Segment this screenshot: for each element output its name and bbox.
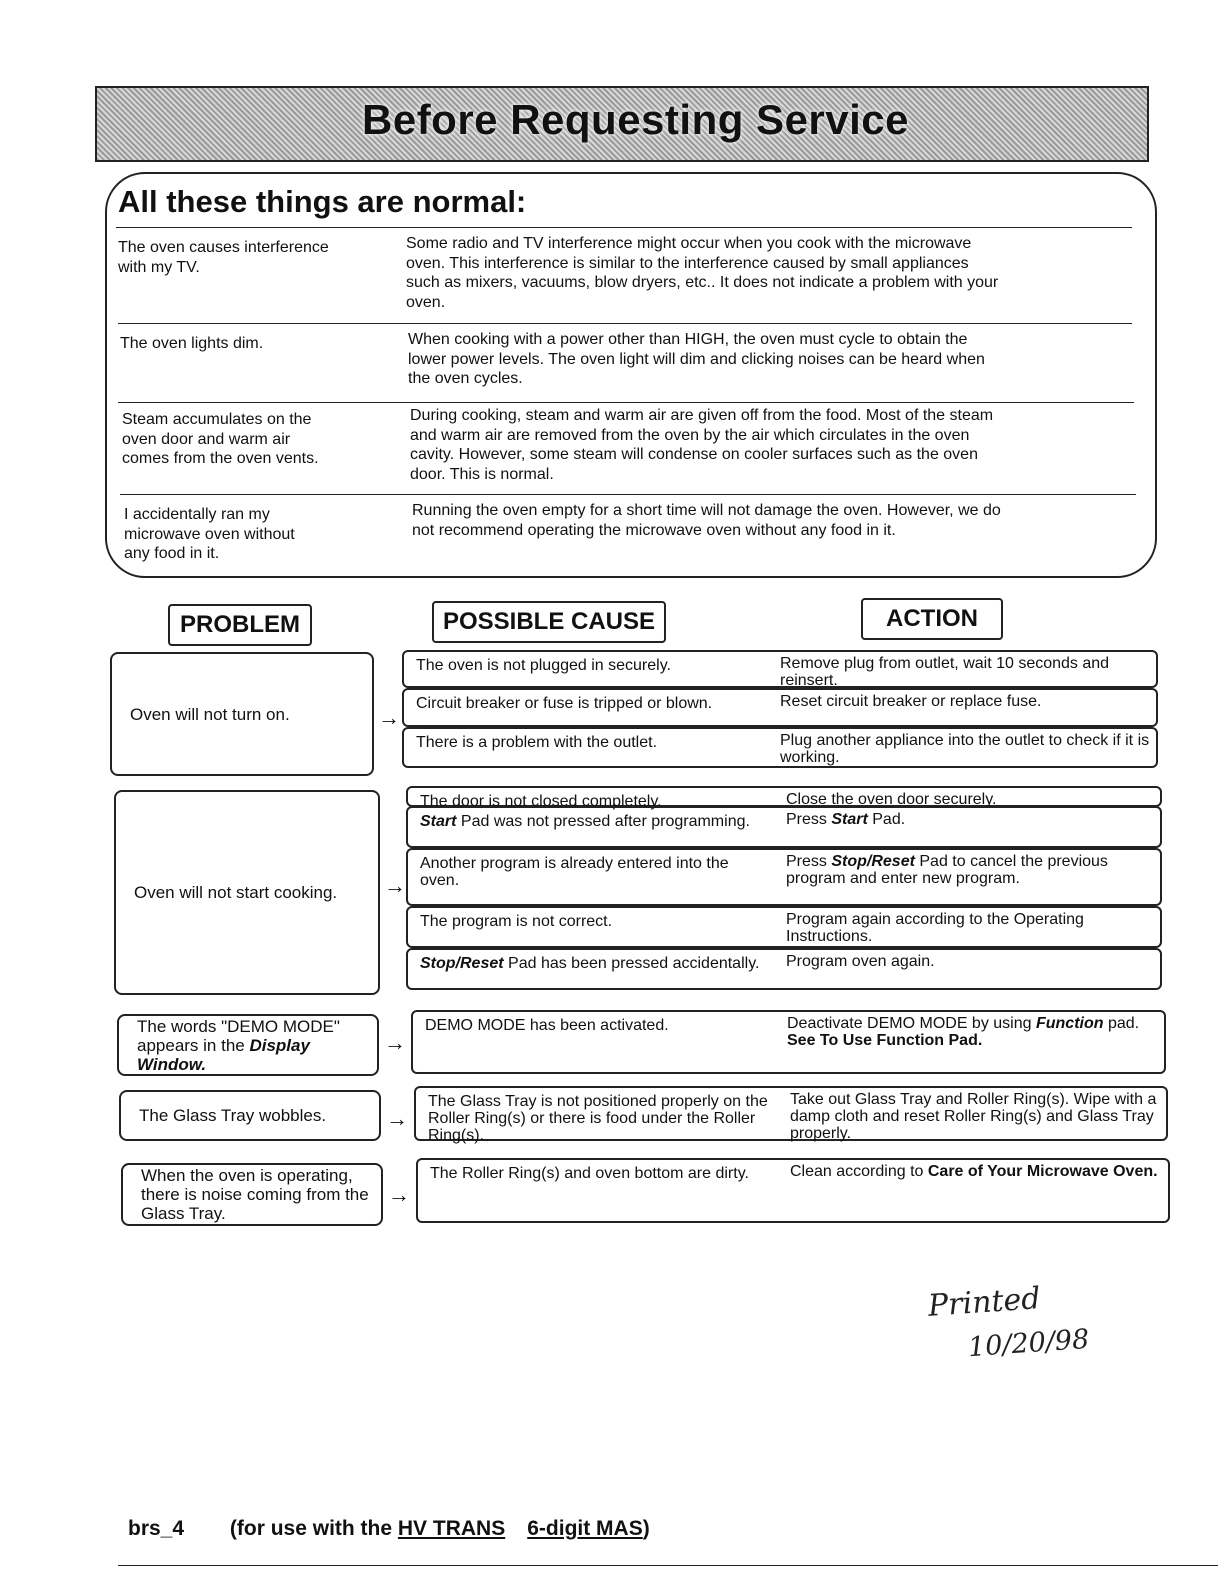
text-segment: The door is not closed completely. <box>420 793 662 810</box>
footer-close: ) <box>642 1517 650 1540</box>
footer-prefix: (for use with the <box>229 1517 398 1540</box>
action-text <box>786 953 1166 970</box>
cause-text <box>416 734 756 751</box>
banner-title: Before Requesting Service <box>362 96 910 143</box>
normal-explanation: During cooking, steam and warm air are given off from the food. Most of the steam and warm air are removed from the oven by the air which circulates in the oven cavity. However, some steam will condense on cooler surfaces such as the oven door. This is normal. <box>410 407 994 483</box>
problem-box <box>114 790 380 995</box>
cause-text <box>420 955 760 972</box>
page-code: brs_4 <box>128 1517 185 1540</box>
cause-text <box>430 1165 770 1182</box>
text-segment: Oven will not turn on. <box>130 704 290 724</box>
divider <box>116 227 1132 228</box>
cause-action-row <box>402 727 1158 768</box>
normal-problem: Steam accumulates on the oven door and warm air comes from the oven vents. <box>122 411 319 467</box>
text-segment: The program is not correct. <box>420 913 613 930</box>
cause-action-row <box>406 806 1162 848</box>
text-segment: Program again according to the Operating Instructions. <box>786 911 1084 945</box>
normal-problem: The oven lights dim. <box>120 335 264 352</box>
text-segment: When the oven is operating, there is noise coming from the Glass Tray. <box>141 1166 369 1223</box>
handwritten-note: Printed <box>926 1281 1042 1324</box>
action-header: ACTION <box>861 598 1003 640</box>
cause-text <box>428 1093 768 1144</box>
text-segment: The words "DEMO MODE" appears in the <box>137 1016 340 1055</box>
problem-box <box>119 1090 381 1141</box>
problem-text <box>139 1106 371 1125</box>
text-segment: See To Use Function Pad. <box>787 1032 983 1049</box>
action-text <box>780 732 1160 766</box>
text-segment: Deactivate DEMO MODE by using <box>787 1015 1036 1032</box>
text-segment: There is a problem with the outlet. <box>416 734 658 751</box>
text-segment: Remove plug from outlet, wait 10 seconds and reinsert. <box>780 655 1110 689</box>
cause-action-row <box>406 786 1162 810</box>
text-segment: Start <box>831 811 868 828</box>
action-text <box>787 1015 1167 1049</box>
text-segment: Function <box>1035 1015 1104 1032</box>
text-segment: Take out Glass Tray and Roller Ring(s). Wipe with a damp cloth and reset Roller Ring(s) and Glass Tray properly. <box>790 1091 1157 1142</box>
text-segment: The Roller Ring(s) and oven bottom are dirty. <box>430 1165 749 1182</box>
action-text <box>786 811 1166 828</box>
text-segment: Pad to cancel the previous program and enter new program. <box>786 853 1108 887</box>
text-segment: Stop/Reset <box>831 853 915 870</box>
footer <box>128 1517 650 1541</box>
text-segment: Clean according to <box>790 1163 928 1180</box>
problem-box <box>110 652 374 776</box>
problem-box <box>117 1014 379 1076</box>
text-segment: Stop/Reset <box>420 955 504 972</box>
footer-mas: 6-digit MAS <box>527 1517 643 1540</box>
action-text <box>786 911 1166 945</box>
divider <box>118 323 1132 324</box>
text-segment: pad. <box>1103 1015 1140 1032</box>
text-segment: The Glass Tray is not positioned properly on the Roller Ring(s) or there is food under the Roller Ring(s). <box>428 1093 768 1144</box>
cause-action-row <box>416 1158 1170 1223</box>
text-segment: Care of Your Microwave Oven. <box>927 1163 1158 1180</box>
text-segment: Press <box>786 853 832 870</box>
normal-problem: The oven causes interference with my TV. <box>118 239 329 276</box>
cause-text <box>416 695 756 712</box>
normal-explanation: When cooking with a power other than HIGH, the oven must cycle to obtain the lower power levels. The oven light will dim and clicking noises can be heard when the oven cycles. <box>408 331 985 387</box>
cause-text <box>420 913 760 930</box>
text-segment: Start <box>420 813 457 830</box>
cause-action-row <box>402 688 1158 727</box>
cause-text <box>420 813 760 830</box>
possible-cause-header: POSSIBLE CAUSE <box>432 601 666 643</box>
cause-action-row <box>411 1010 1166 1074</box>
arrow-icon: → <box>386 1106 408 1131</box>
action-text <box>780 693 1160 710</box>
cause-action-row <box>414 1086 1168 1144</box>
divider <box>120 494 1136 495</box>
arrow-icon: → <box>384 873 406 898</box>
problem-text <box>130 705 364 724</box>
cause-action-row <box>406 948 1162 990</box>
text-segment: Reset circuit breaker or replace fuse. <box>780 693 1042 710</box>
text-segment: Another program is already entered into the oven. <box>420 855 729 889</box>
text-segment: Display Window. <box>137 1035 310 1074</box>
cause-text <box>420 855 760 889</box>
problem-header: PROBLEM <box>168 604 312 646</box>
text-segment: Circuit breaker or fuse is tripped or blown. <box>416 695 713 712</box>
normal-explanation: Some radio and TV interference might occur when you cook with the microwave oven. This interference is similar to the interference caused by small appliances such as mixers, vacuums, blow dryers, etc.. It does not indicate a problem with your oven. <box>406 235 999 311</box>
text-segment: Pad has been pressed accidentally. <box>503 955 760 972</box>
text-segment: Pad was not pressed after programming. <box>456 813 750 830</box>
arrow-icon: → <box>388 1182 410 1207</box>
action-text <box>790 1091 1170 1142</box>
cause-action-row <box>406 848 1162 906</box>
cause-action-row <box>402 650 1158 688</box>
text-segment: Program oven again. <box>786 953 935 970</box>
problem-text <box>141 1166 373 1223</box>
action-text <box>790 1163 1170 1180</box>
section-banner <box>95 86 1149 162</box>
text-segment: The oven is not plugged in securely. <box>416 657 671 674</box>
normal-problem: I accidentally ran my microwave oven without any food in it. <box>124 506 295 562</box>
arrow-icon: → <box>378 705 400 730</box>
action-text <box>780 655 1160 689</box>
cause-text <box>425 1017 765 1034</box>
arrow-icon: → <box>384 1030 406 1055</box>
divider <box>118 402 1134 403</box>
problem-text <box>137 1017 369 1074</box>
normal-section-title: All these things are normal: <box>118 184 527 219</box>
text-segment: Pad. <box>867 811 906 828</box>
footer-model: HV TRANS <box>397 1517 506 1540</box>
cause-text <box>416 657 756 674</box>
problem-text <box>134 883 370 902</box>
action-text <box>786 853 1166 887</box>
problem-box <box>121 1163 383 1226</box>
handwritten-date: 10/20/98 <box>967 1323 1091 1364</box>
text-segment: Plug another appliance into the outlet to check if it is working. <box>780 732 1150 766</box>
text-segment: Oven will not start cooking. <box>134 883 338 902</box>
text-segment: Press <box>786 811 832 828</box>
cause-action-row <box>406 906 1162 948</box>
text-segment: DEMO MODE has been activated. <box>425 1017 669 1034</box>
footer-rule <box>118 1565 1218 1566</box>
normal-explanation: Running the oven empty for a short time will not damage the oven. However, we do not recommend operating the microwave oven without any food in it. <box>412 502 1001 539</box>
text-segment: Close the oven door securely. <box>786 791 997 808</box>
text-segment: The Glass Tray wobbles. <box>139 1106 327 1125</box>
